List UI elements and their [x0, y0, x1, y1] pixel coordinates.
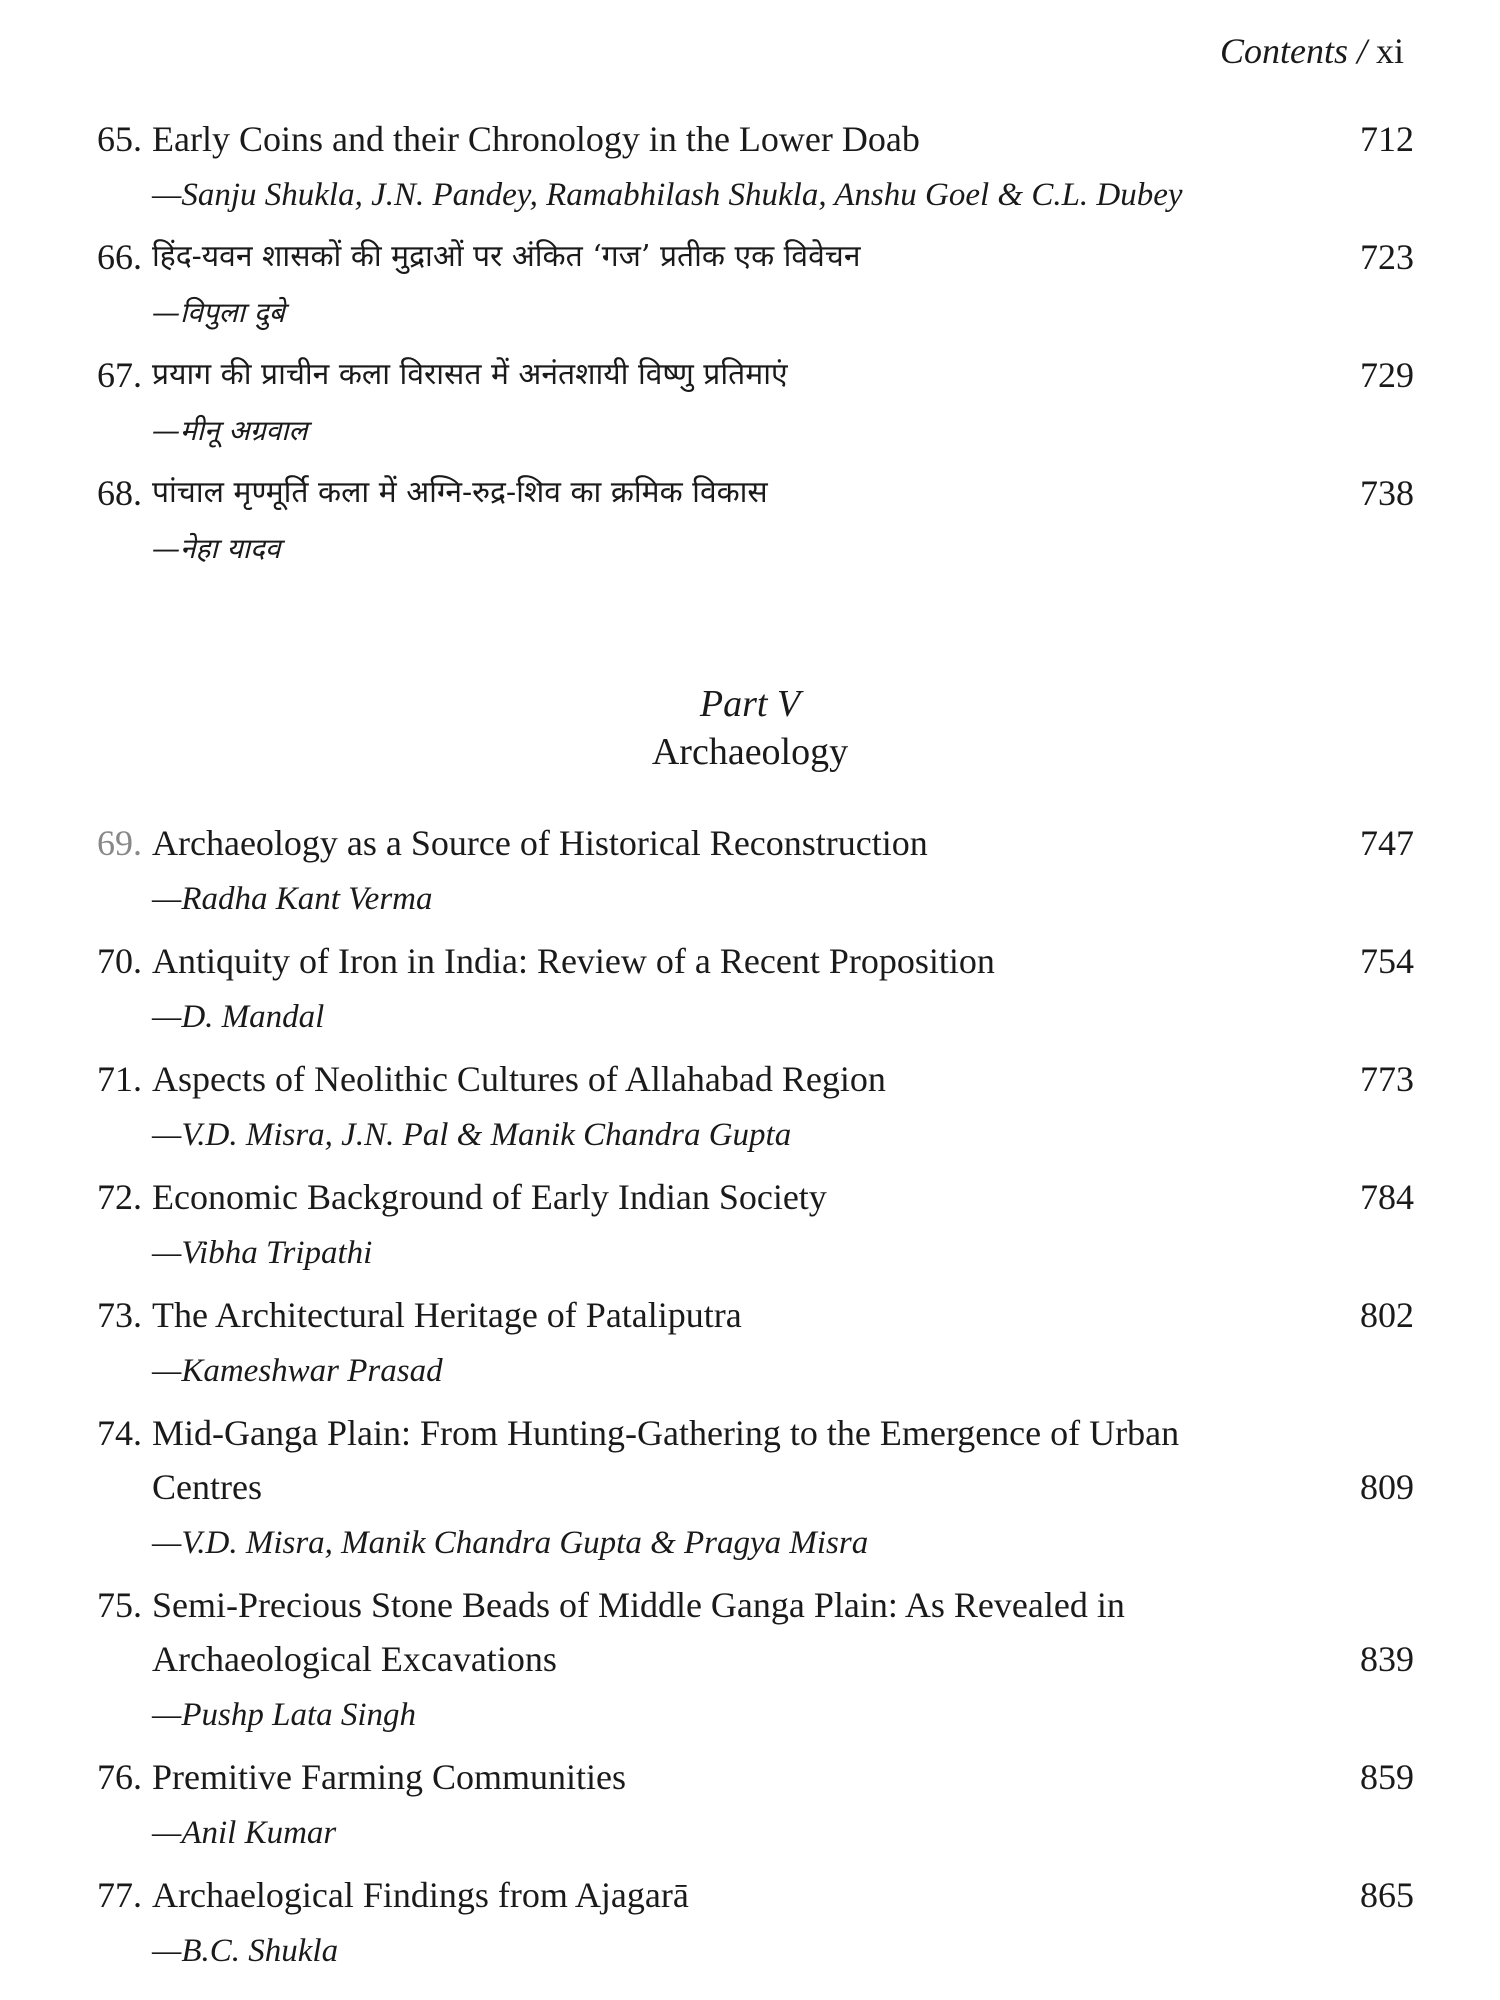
entry-title: Economic Background of Early Indian Society [152, 1177, 827, 1217]
entry-page: 773 [1360, 1059, 1414, 1099]
entry-number: 74. [97, 1413, 142, 1453]
entry-page: 784 [1360, 1177, 1414, 1217]
toc-entry[interactable] [84, 230, 1414, 342]
entry-title: पांचाल मृण्मूर्ति कला में अग्नि-रुद्र-शिव का क्रमिक विकास [152, 475, 768, 510]
entry-title: Archaeology as a Source of Historical Reconstruction [152, 823, 928, 863]
toc-entry[interactable] [84, 1868, 1414, 1980]
entry-number: 66. [97, 237, 142, 277]
entry-number: 69. [97, 823, 142, 863]
entry-title: Archaelogical Findings from Ajagarā [152, 1875, 689, 1915]
entry-author: —नेहा यादव [152, 532, 281, 565]
entry-number: 71. [97, 1059, 142, 1099]
part-label: Part V [699, 683, 801, 725]
toc-entry[interactable] [84, 466, 1414, 578]
entry-author: —विपुला दुबे [152, 296, 285, 329]
entry-author: —V.D. Misra, J.N. Pal & Manik Chandra Gupta [152, 1117, 792, 1153]
entry-number: 65. [97, 119, 142, 159]
toc-entry[interactable] [84, 1288, 1414, 1400]
toc-entry[interactable] [84, 1170, 1414, 1282]
entry-title: The Architectural Heritage of Pataliputra [152, 1295, 742, 1335]
entry-title: हिंद-यवन शासकों की मुद्राओं पर अंकित ‘गज’ प्रतीक एक विवेचन [152, 239, 861, 274]
entry-author: —Vibha Tripathi [152, 1235, 373, 1271]
running-head-separator: / [1356, 31, 1367, 71]
entry-title: Mid-Ganga Plain: From Hunting-Gathering to the Emergence of Urban Centres [152, 1413, 1180, 1507]
toc-entry[interactable] [84, 816, 1414, 928]
entry-page: 729 [1360, 355, 1414, 395]
entry-author: —Sanju Shukla, J.N. Pandey, Ramabhilash Shukla, Anshu Goel & C.L. Dubey [152, 177, 1183, 213]
entry-author: —D. Mandal [152, 999, 325, 1035]
entry-number: 73. [97, 1295, 142, 1335]
entry-page: 809 [1360, 1467, 1414, 1507]
entry-page: 865 [1360, 1875, 1414, 1915]
entry-page: 747 [1360, 823, 1414, 863]
running-head [1220, 30, 1404, 72]
toc-entry[interactable] [84, 934, 1414, 1046]
entry-page: 859 [1360, 1757, 1414, 1797]
entry-title: Semi-Precious Stone Beads of Middle Ganga Plain: As Revealed in Archaeological Excavations [152, 1585, 1125, 1679]
toc-entry[interactable] [84, 348, 1414, 460]
entry-page: 723 [1360, 237, 1414, 277]
entry-page: 839 [1360, 1639, 1414, 1679]
entry-title: Aspects of Neolithic Cultures of Allahabad Region [152, 1059, 886, 1099]
entry-number: 76. [97, 1757, 142, 1797]
entry-author: —Anil Kumar [152, 1815, 337, 1851]
entry-page: 802 [1360, 1295, 1414, 1335]
entry-author: —Kameshwar Prasad [152, 1353, 443, 1389]
entry-author: —Radha Kant Verma [152, 881, 433, 917]
toc-entry[interactable] [84, 112, 1414, 224]
entry-number: 77. [97, 1875, 142, 1915]
running-head-label: Contents [1219, 31, 1348, 71]
entry-author: —B.C. Shukla [152, 1933, 339, 1969]
entry-author: —Pushp Lata Singh [152, 1697, 417, 1733]
entry-number: 68. [97, 473, 142, 513]
entry-author: —मीनू अग्रवाल [152, 414, 308, 447]
entry-number: 67. [97, 355, 142, 395]
entry-title: Early Coins and their Chronology in the Lower Doab [152, 119, 920, 159]
toc-entry[interactable] [84, 1406, 1414, 1572]
entry-title: प्रयाग की प्राचीन कला विरासत में अनंतशायी विष्णु प्रतिमाएं [152, 357, 788, 392]
entry-page: 754 [1360, 941, 1414, 981]
running-head-page: xi [1375, 31, 1404, 71]
toc-entry[interactable] [84, 1578, 1414, 1744]
entry-number: 72. [97, 1177, 142, 1217]
entry-number: 70. [97, 941, 142, 981]
entry-title: Premitive Farming Communities [152, 1757, 626, 1797]
toc-entry[interactable] [84, 1052, 1414, 1164]
toc-section-part-iv-end [84, 112, 1414, 584]
entry-page: 738 [1360, 473, 1414, 513]
toc-section-part-v [84, 816, 1414, 1986]
toc-entry[interactable] [84, 1750, 1414, 1862]
entry-author: —V.D. Misra, Manik Chandra Gupta & Pragya Misra [152, 1525, 869, 1561]
entry-number: 75. [97, 1585, 142, 1625]
entry-page: 712 [1360, 119, 1414, 159]
part-heading [0, 680, 1500, 776]
part-name: Archaeology [651, 731, 849, 773]
entry-title: Antiquity of Iron in India: Review of a Recent Proposition [152, 941, 995, 981]
